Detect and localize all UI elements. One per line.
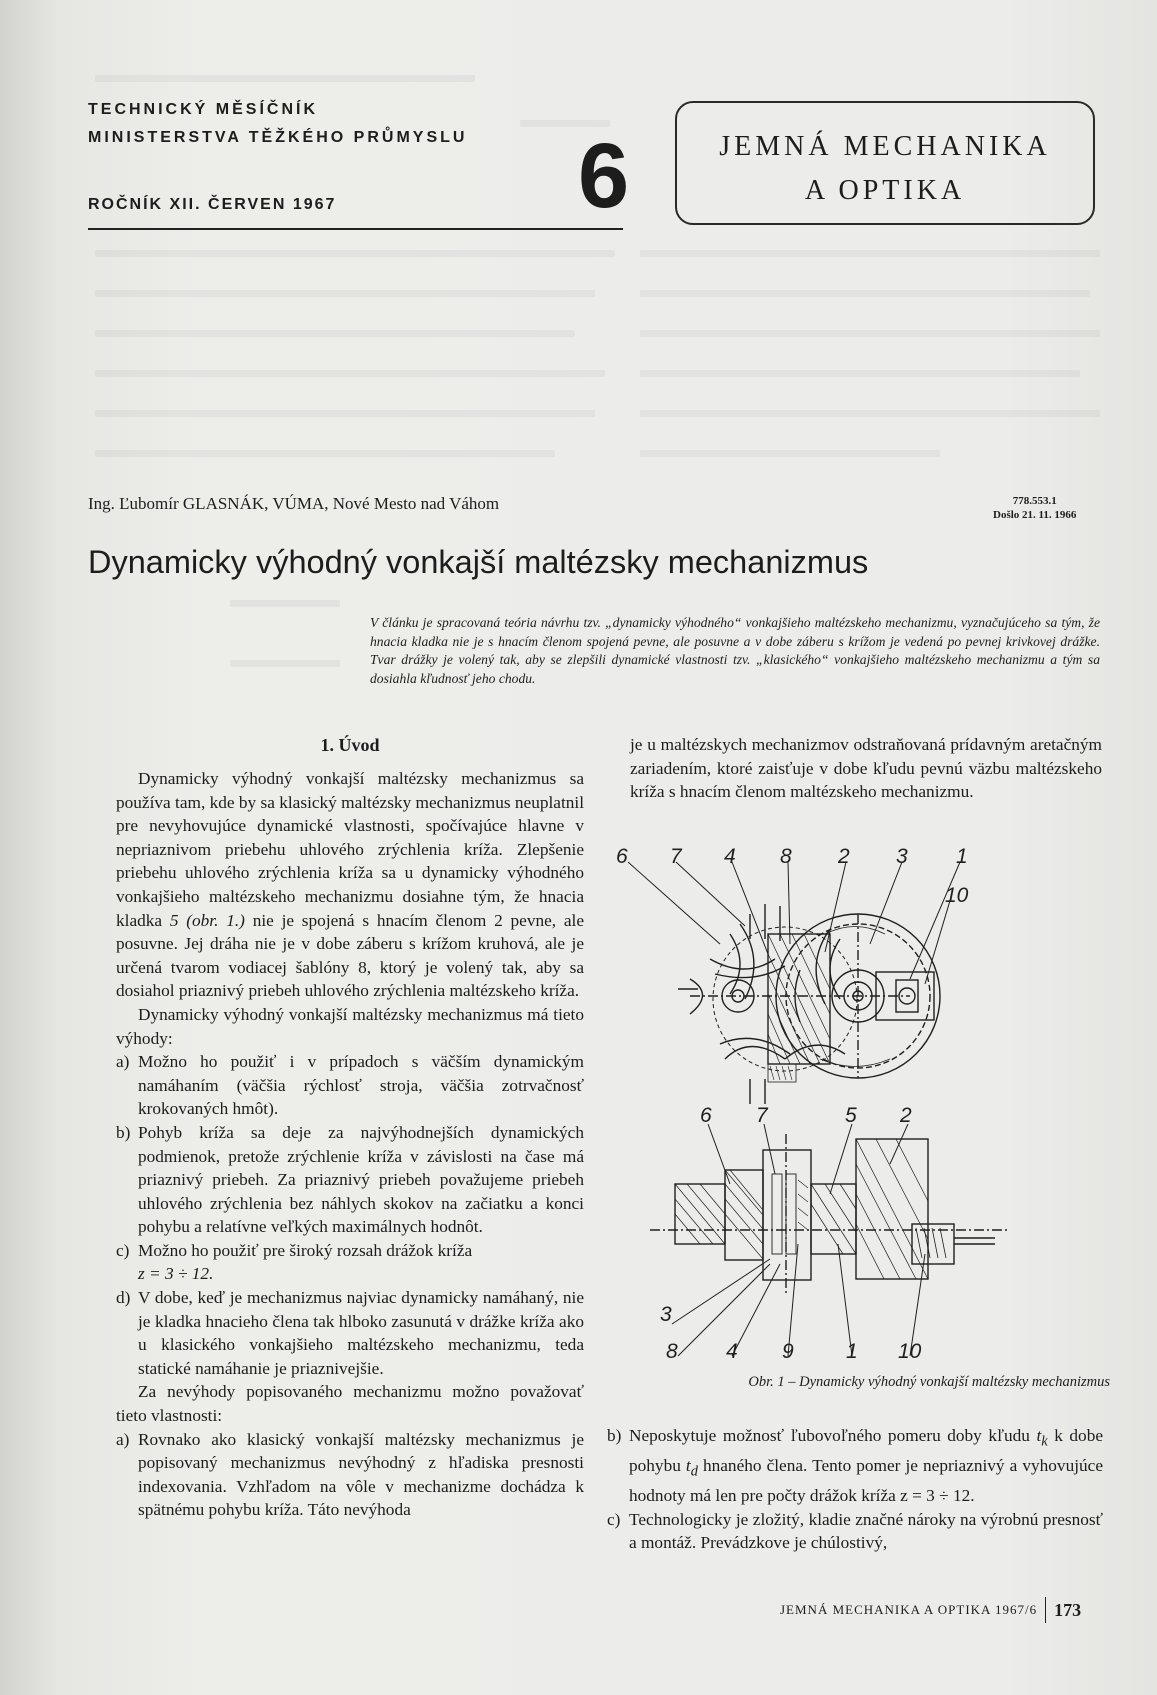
list-text: V dobe, keď je mechanizmus najviac dynamicky namáhaný, nie je kladka hnacieho člena tak hlboko zasunutá v drážke kríža ako u klasického vonkajšieho maltézskeho mechanizmu, teda statické namáhanie je priaznivejšie.: [138, 1288, 584, 1378]
page-footer: [780, 1597, 1081, 1623]
list-marker: c): [607, 1509, 621, 1529]
disadvantage-b: [607, 1424, 1103, 1508]
top-view-leaders: [628, 862, 960, 984]
mechanism-drawing: [616, 844, 1110, 1364]
issue-number: 6: [578, 125, 630, 227]
fig-label: 2: [900, 1104, 912, 1127]
footer-journal: JEMNÁ MECHANIKA A OPTIKA 1967/6: [780, 1602, 1038, 1617]
symbol-t: t: [1036, 1426, 1042, 1445]
advantage-c: [116, 1239, 584, 1286]
list-marker: b): [116, 1122, 131, 1142]
article-title: Dynamicky výhodný vonkajší maltézsky mechanizmus: [88, 544, 869, 580]
symbol-t: t: [685, 1456, 691, 1476]
fig-label: 1: [846, 1340, 858, 1363]
list-text: Rovnako ako klasický vonkajší maltézsky mechanizmus je popisovaný mechanizmus nevýhodný z hľadiska presnosti indexovania. Vzhľadom na vôle v mechanizme dochádza k spätnému pohybu kríža. Táto nevýhoda: [138, 1429, 584, 1520]
classification-block: [993, 494, 1076, 522]
intro-paragraph-3: Za nevýhody popisovaného mechanizmu možno považovať tieto vlastnosti:: [116, 1382, 584, 1426]
volume-line: ROČNÍK XII. ČERVEN 1967: [88, 196, 337, 213]
list-marker: b): [607, 1426, 622, 1445]
fig-label: 10: [945, 884, 969, 907]
intro-paragraph-2: Dynamicky výhodný vonkajší maltézsky mechanizmus má tieto výhody:: [116, 1004, 584, 1048]
publisher-block: [88, 96, 648, 152]
fig-label: 8: [780, 845, 792, 868]
fig-label: 5: [845, 1104, 857, 1127]
fig-label: 3: [660, 1303, 672, 1326]
list-text: Neposkytuje možnosť ľubovoľného pomeru doby kľudu: [629, 1426, 1037, 1445]
list-text: Technologicky je zložitý, kladie značné nároky na výrobnú presnosť a montáž. Prevádzkove je chúlostivý,: [629, 1509, 1103, 1553]
page-number: 173: [1054, 1599, 1082, 1620]
list-text: Pohyb kríža sa deje za najvýhodnejších dynamických podmienok, pretože zrýchlenie kríža v závislosti na čase má priaznivý priebeh. Za priaznivý priebeh považujeme priebeh uhlového zrýchlenia bez náhlych skokov na začiatku a konci pohybu a relatívne veľkých maximálnych hodnôt.: [138, 1122, 584, 1237]
fig-label: 4: [726, 1340, 738, 1363]
section-view: [650, 1134, 1010, 1294]
list-marker: a): [116, 1052, 130, 1072]
publisher-line-2: MINISTERSTVA TĚŽKÉHO PRŮMYSLU: [88, 129, 468, 146]
fig-label: 9: [782, 1340, 794, 1363]
list-text: k dobe pohybu: [629, 1426, 1104, 1476]
list-text: Možno ho použiť pre široký rozsah drážok kríža: [138, 1240, 473, 1260]
intro-paragraph-1: [116, 767, 584, 1003]
section-heading: 1. Úvod: [320, 735, 380, 755]
fig-label: 6: [616, 845, 628, 868]
disadvantage-a: [116, 1428, 584, 1522]
header-rule: [88, 228, 623, 230]
fig-label: 10: [898, 1340, 922, 1363]
fig-label: 8: [666, 1340, 678, 1363]
list-text-formula: z = 3 ÷ 12.: [138, 1264, 214, 1284]
list-marker: a): [116, 1429, 130, 1449]
journal-title-box: [675, 101, 1095, 225]
intro-p1-figure-ref: (obr. 1.): [186, 910, 245, 930]
right-column-continuation: je u maltézskych mechanizmov odstraňovaná prídavným aretačným zariadením, ktoré zaisťuje v dobe kľudu pevnú väzbu maltézskeho kríža s hnacím členom maltézskeho mechanizmu.: [630, 735, 1102, 802]
symbol-subscript: d: [690, 1463, 698, 1480]
list-marker: c): [116, 1240, 130, 1260]
left-column: [116, 733, 584, 1522]
author-line: Ing. Ľubomír GLASNÁK, VÚMA, Nové Mesto nad Váhom: [88, 494, 500, 513]
footer-divider: [1045, 1597, 1046, 1623]
fig-label: 1: [956, 845, 968, 868]
article-abstract: V článku je spracovaná teória návrhu tzv. „dynamicky výhodného“ vonkajšieho maltézskeho mechanizmu, vyznačujúceho sa tým, že hnacia kladka nie je s hnacím členom spojená pevne, ale posuvne a v dobe záberu s krížom je vedená po pevnej krivkovej drážke. Tvar drážky je volený tak, aby se zlepšili dynamické vlastnosti tzv. „klasického“ vonkajšieho maltézskeho mechanizmu a tým sa dosiahla kľudnosť jeho chodu.: [370, 615, 1100, 686]
intro-p1-num: 5: [169, 910, 179, 930]
advantage-b: [116, 1121, 584, 1239]
fig-label: 3: [896, 845, 908, 868]
figure-caption: Obr. 1 – Dynamicky výhodný vonkajší maltézsky mechanizmus: [748, 1374, 1110, 1390]
publisher-line-1: TECHNICKÝ MĚSÍČNÍK: [88, 101, 319, 118]
received-date: Došlo 21. 11. 1966: [993, 509, 1077, 521]
journal-title-line-2: A OPTIKA: [804, 175, 966, 206]
intro-p1-part-a: Dynamicky výhodný vonkajší maltézsky mechanizmus sa používa tam, kde by sa klasický maltézsky mechanizmus neuplatnil pre nevyhovujúce dynamické vlastnosti, spočívajúce hlavne v nepriaznivom priebehu uhlového zrýchlenia kríža. Zlepšenie priebehu uhlového zrýchlenia kríža sa u dynamicky výhodného vonkajšieho maltézskeho mechanizmu dosiahne tým, že hnacia kladka: [116, 769, 584, 930]
intro-p1-part-b: nie je spojená s hnacím členom 2 pevne, ale posuvne. Jej dráha nie je v dobe záberu s krížom kruhová, ale je určená tvarom vodiacej šablóny 8, ktorý je volený tak, aby sa dosiahol priaznivý priebeh uhlového zrýchlenia maltézskeho kríža.: [116, 910, 585, 1001]
disadvantage-c: [607, 1508, 1103, 1555]
symbol-subscript: k: [1041, 1433, 1048, 1450]
journal-title-line-1: JEMNÁ MECHANIKA: [719, 131, 1051, 162]
fig-label: 7: [670, 845, 682, 868]
fig-label: 7: [756, 1104, 768, 1127]
list-text: hnaného člena. Tento pomer je nepriaznivý a vyhovujúce hodnoty má len pre počty drážok kríža z = 3 ÷ 12.: [629, 1456, 1103, 1506]
fig-label: 2: [838, 845, 850, 868]
right-column-top: [630, 733, 1102, 804]
advantage-d: [116, 1286, 584, 1380]
list-text: Možno ho použiť i v prípadoch s väčším dynamickým namáhaním (väčšia rýchlosť stroja, väčšia zotrvačnosť krokovaných hmôt).: [138, 1052, 584, 1119]
list-marker: d): [116, 1288, 131, 1308]
right-column-bottom: [607, 1424, 1103, 1555]
fig-label: 6: [700, 1104, 712, 1127]
advantage-a: [116, 1050, 584, 1121]
fig-label: 4: [724, 845, 736, 868]
udc-code: 778.553.1: [1012, 495, 1057, 507]
